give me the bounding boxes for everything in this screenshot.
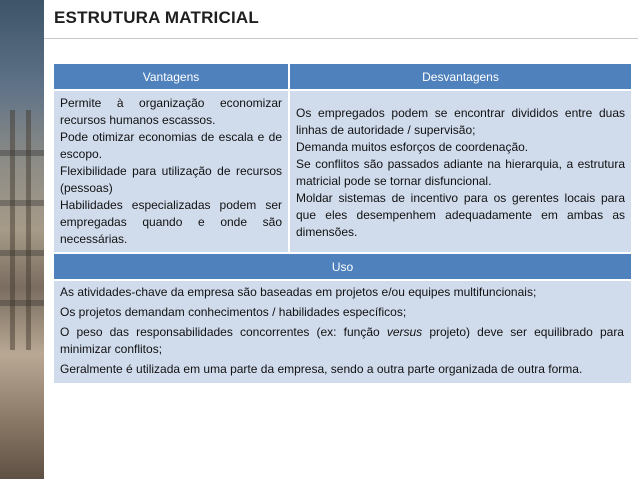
header-disadvantages: Desvantagens: [290, 64, 631, 89]
disadvantage-item: Se conflitos são passados adiante na hierarquia, a estrutura matricial pode se tornar disfuncional.: [296, 157, 625, 188]
advantages-cell: [54, 91, 290, 252]
disadvantages-cell: [290, 91, 631, 252]
usage-text: O peso das responsabilidades concorrentes (ex: função: [60, 325, 387, 339]
disadvantage-item: Os empregados podem se encontrar divididos entre duas linhas de autoridade / supervisão;: [296, 106, 625, 137]
slide-title: ESTRUTURA MATRICIAL: [54, 8, 259, 27]
usage-cell: [54, 281, 631, 383]
advantage-item: Pode otimizar economias de escala e de escopo.: [60, 130, 282, 161]
usage-header-row: [54, 252, 631, 279]
header-advantages: Vantagens: [54, 64, 290, 89]
table-header-row: [54, 64, 631, 89]
header-usage: Uso: [54, 254, 631, 279]
advantage-item: Habilidades especializadas podem ser empregadas quando e onde são necessárias.: [60, 198, 282, 246]
usage-item: Os projetos demandam conhecimentos / habilidades específicos;: [60, 305, 407, 319]
decorative-photo-strip: [0, 0, 44, 479]
usage-item: Geralmente é utilizada em uma parte da empresa, sendo a outra parte organizada de outra forma.: [60, 362, 583, 376]
advantage-item: Permite à organização economizar recursos humanos escassos.: [60, 96, 282, 127]
usage-emphasis: versus: [386, 325, 423, 339]
usage-body-row: [54, 279, 631, 383]
disadvantage-item: Demanda muitos esforços de coordenação.: [296, 140, 529, 154]
advantage-item: Flexibilidade para utilização de recursos (pessoas): [60, 164, 282, 195]
disadvantage-item: Moldar sistemas de incentivo para os gerentes locais para que eles desempenhem adequadamente em ambas as dimensões.: [296, 191, 625, 239]
usage-text: projeto) deve ser equilibrado para minimizar conflitos;: [60, 325, 624, 356]
usage-item: [60, 324, 624, 358]
title-divider: [44, 38, 638, 39]
table-body-row: [54, 89, 631, 252]
comparison-table: [53, 63, 632, 384]
usage-item: As atividades-chave da empresa são baseadas em projetos e/ou equipes multifuncionais;: [60, 285, 537, 299]
